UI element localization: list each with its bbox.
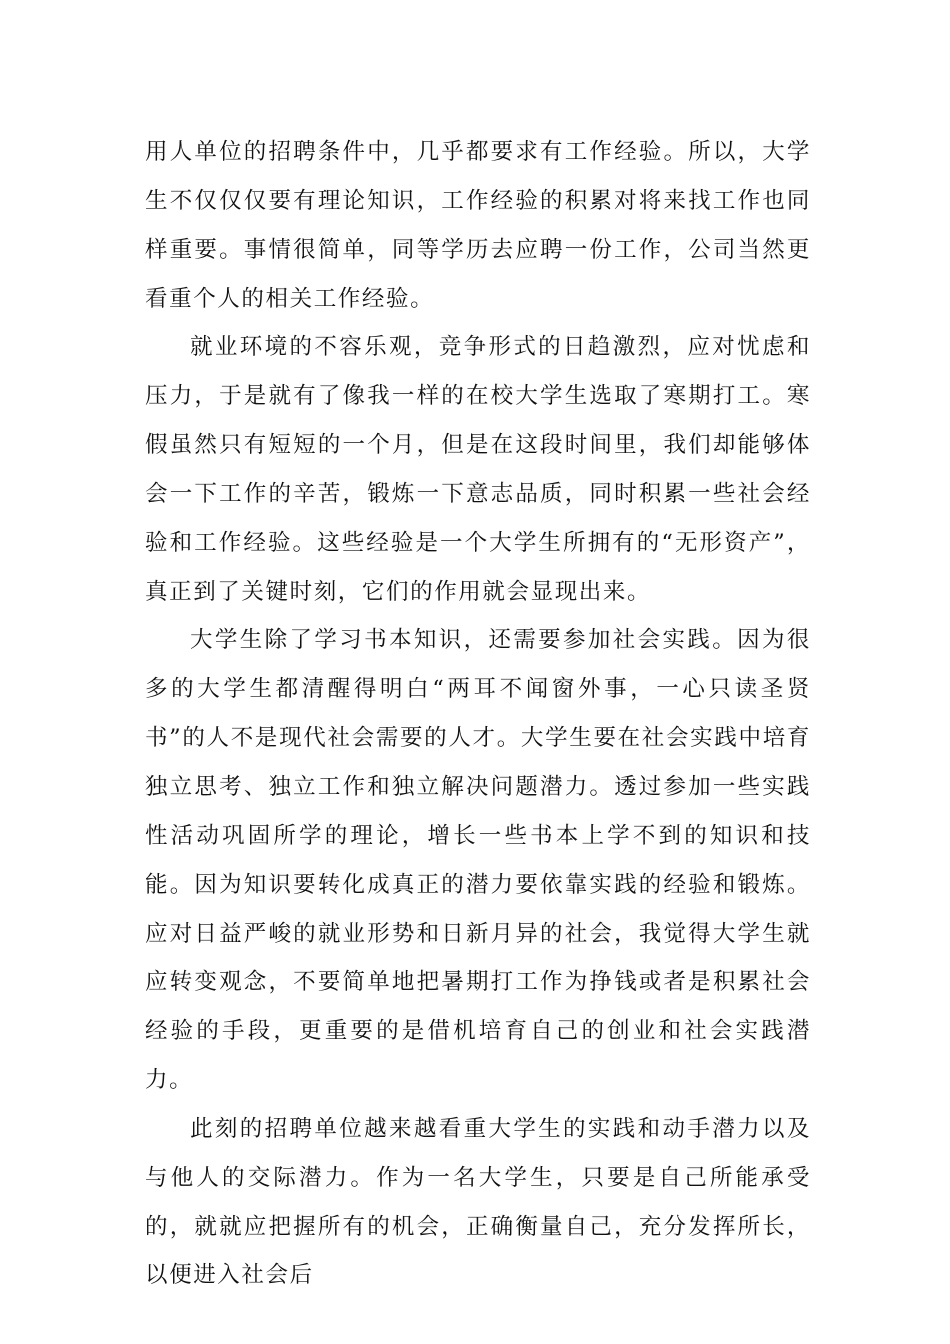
paragraph-2: 就业环境的不容乐观，竞争形式的日趋激烈，应对忧虑和压力，于是就有了像我一样的在校大学生选取了寒期打工。寒假虽然只有短短的一个月，但是在这段时间里，我们却能够体会一下工作的辛苦，锻炼一下意志品质，同时积累一些社会经验和工作经验。这些经验是一个大学生所拥有的“无形资产”，真正到了关键时刻，它们的作用就会显现出来。	[145, 334, 811, 605]
paragraph-4: 此刻的招聘单位越来越看重大学生的实践和动手潜力以及与他人的交际潜力。作为一名大学生，只要是自己所能承受的，就就应把握所有的机会，正确衡量自己，充分发挥所长，以便进入社会后	[145, 1115, 811, 1289]
document-body	[145, 128, 811, 1300]
paragraph-1: 用人单位的招聘条件中，几乎都要求有工作经验。所以，大学生不仅仅仅要有理论知识，工作经验的积累对将来找工作也同样重要。事情很简单，同等学历去应聘一份工作，公司当然更看重个人的相关工作经验。	[145, 139, 811, 312]
paragraph-3: 大学生除了学习书本知识，还需要参加社会实践。因为很多的大学生都清醒得明白“两耳不闻窗外事，一心只读圣贤书”的人不是现代社会需要的人才。大学生要在社会实践中培育独立思考、独立工作和独立解决问题潜力。透过参加一些实践性活动巩固所学的理论，增长一些书本上学不到的知识和技能。因为知识要转化成真正的潜力要依靠实践的经验和锻炼。应对日益严峻的就业形势和日新月异的社会，我觉得大学生就应转变观念，不要简单地把暑期打工作为挣钱或者是积累社会经验的手段，更重要的是借机培育自己的创业和社会实践潜力。	[145, 627, 811, 1094]
